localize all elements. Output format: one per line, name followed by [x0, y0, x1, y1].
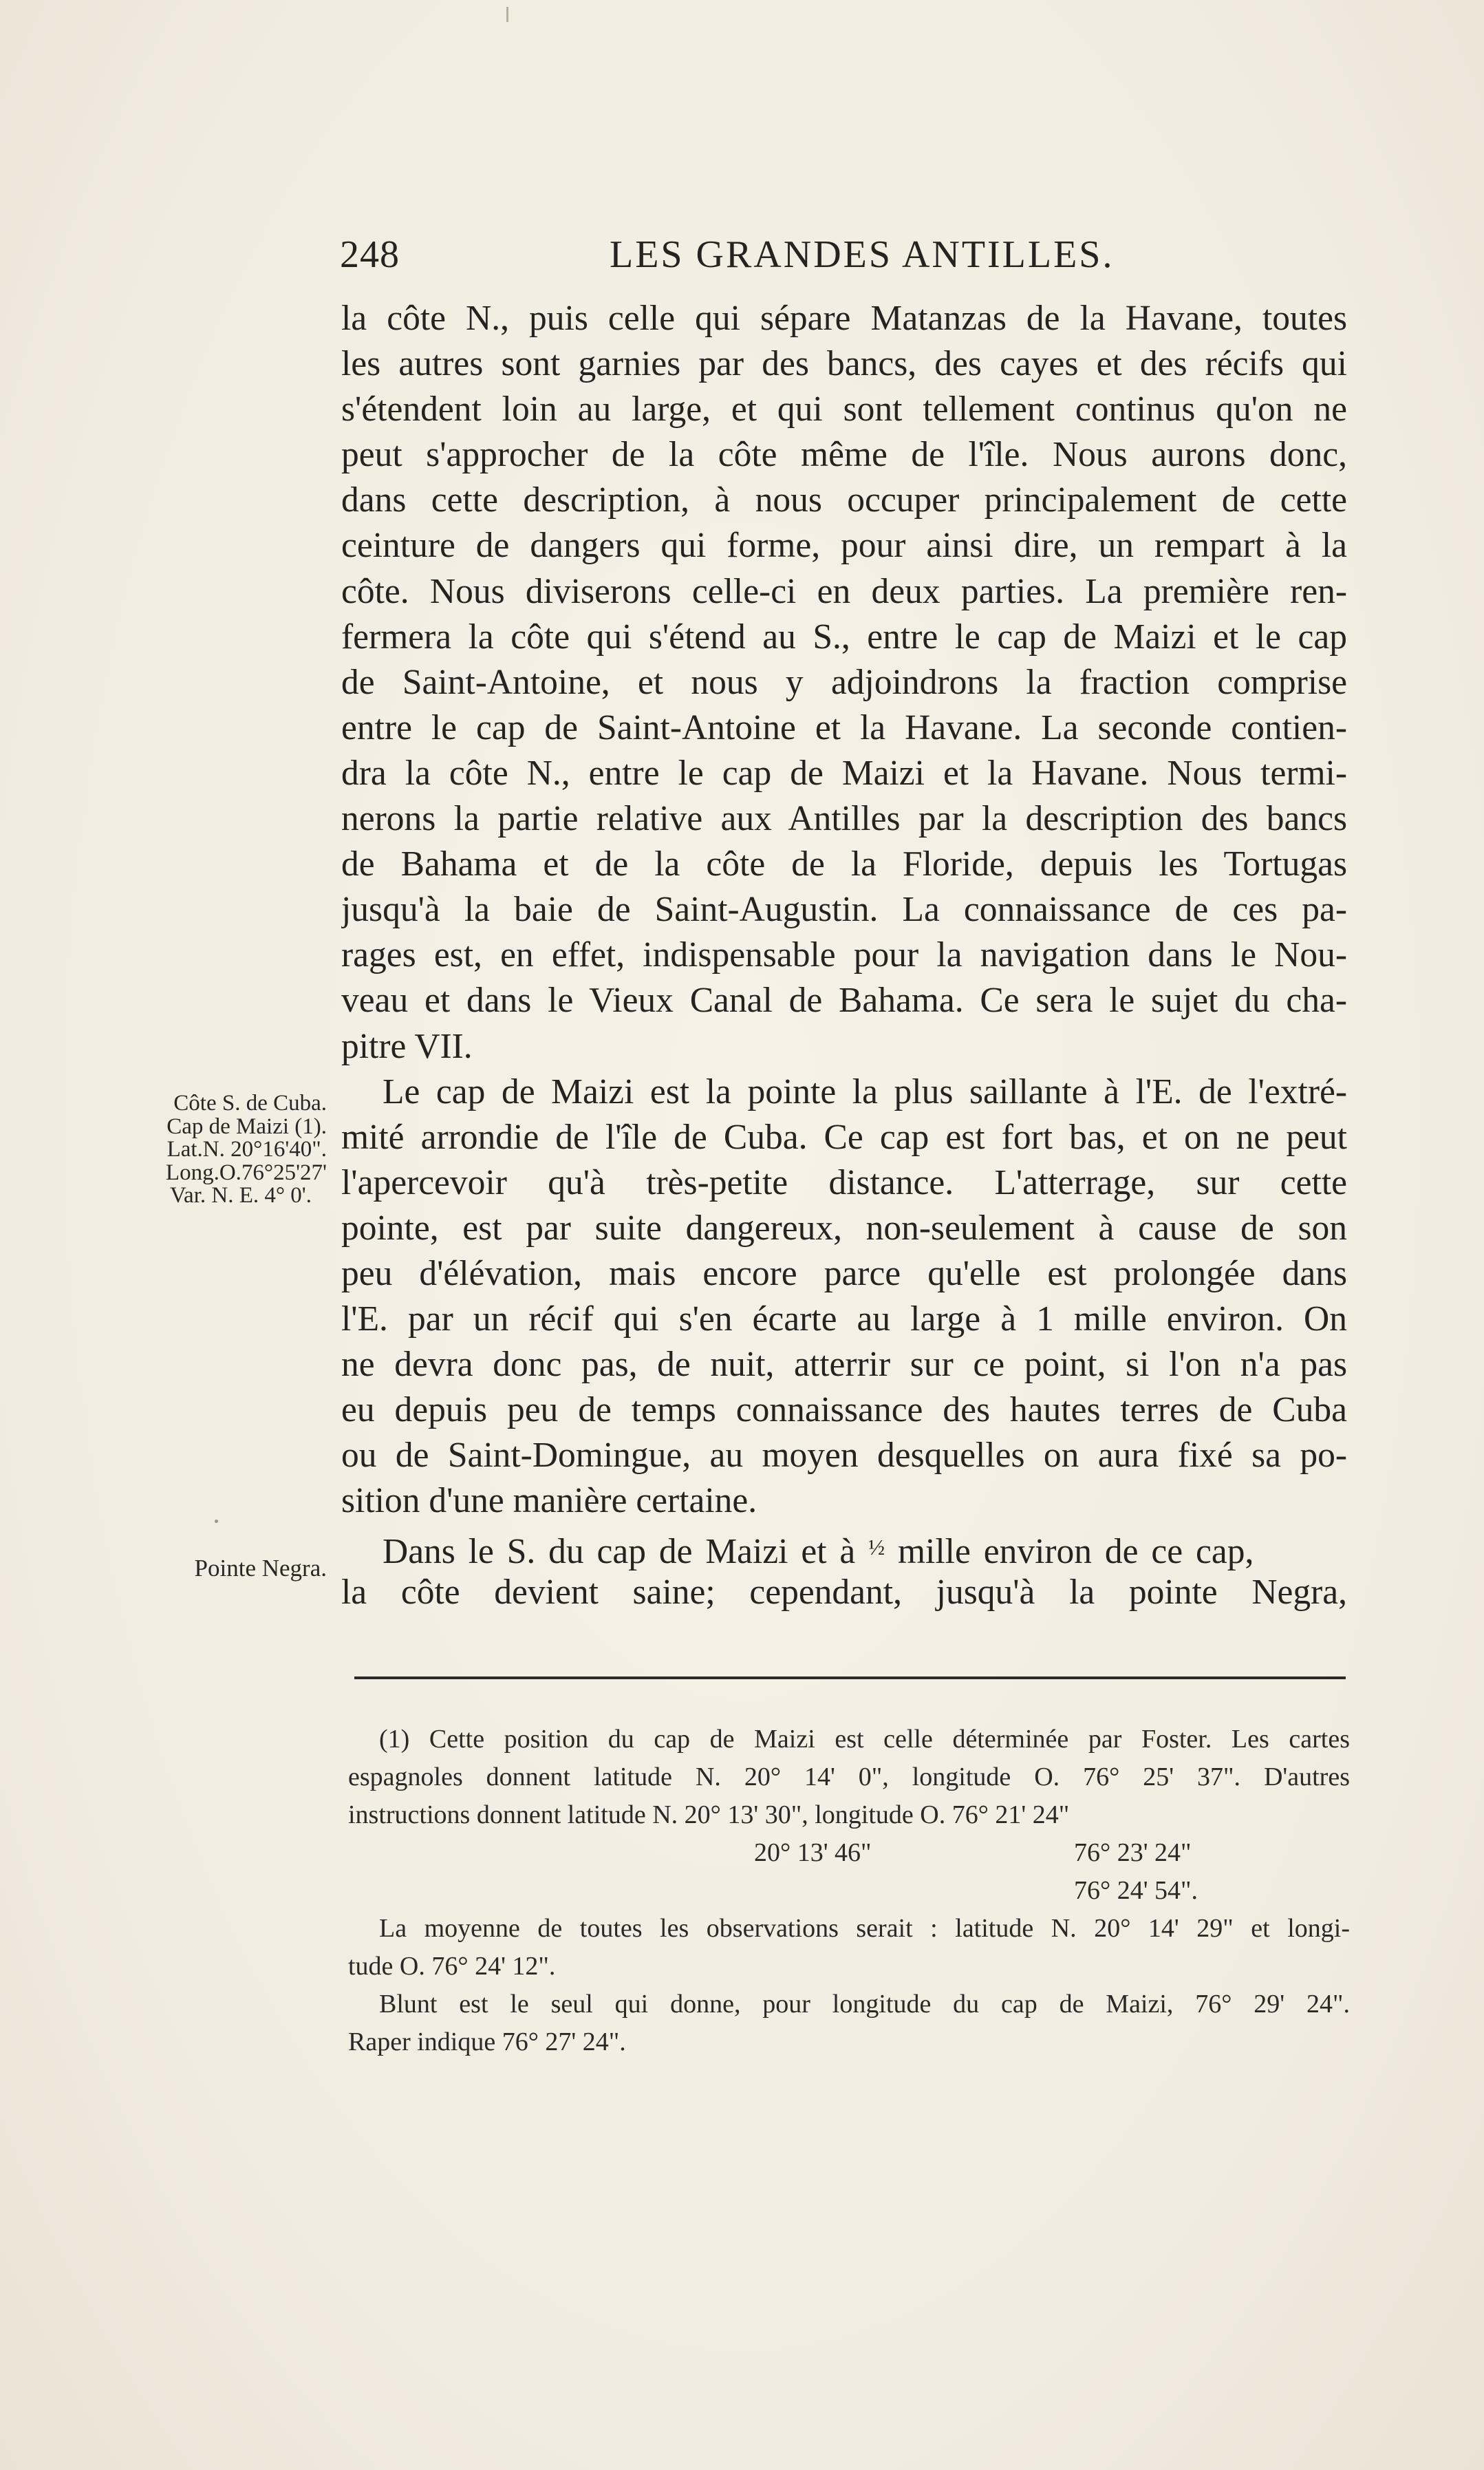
pointe-line-after: mille environ de ce cap,	[885, 1531, 1254, 1571]
footnote-coords-row	[348, 1834, 1350, 1872]
margin-note-line: Lat.N. 20°16'40".	[166, 1137, 327, 1162]
text-line: fermera la côte qui s'étend au S., entre le cap de Maizi et le cap	[341, 617, 1347, 657]
fraction-half: ½	[868, 1534, 885, 1559]
page-header	[340, 233, 1344, 288]
footnote-line: instructions donnent latitude N. 20° 13' 30", longitude O. 76° 21' 24"	[348, 1800, 1070, 1829]
margin-note-line: Var. N. E. 4° 0'.	[169, 1183, 312, 1208]
margin-note-pointe-negra: Pointe Negra.	[194, 1555, 327, 1582]
running-title: LES GRANDES ANTILLES.	[610, 233, 1115, 276]
footnote-line: (1) Cette position du cap de Maizi est celle déterminée par Foster. Les cartes	[379, 1725, 1350, 1754]
margin-note-cuba	[117, 1092, 327, 1208]
text-line: l'apercevoir qu'à très-petite distance. L'atterrage, sur cette	[341, 1162, 1347, 1202]
dot-mark	[215, 1520, 218, 1523]
text-line: jusqu'à la baie de Saint-Augustin. La connaissance de ces pa-	[341, 890, 1347, 930]
footnote-lat: 20° 13' 46"	[754, 1838, 872, 1867]
margin-note-line: Cap de Maizi (1).	[166, 1114, 327, 1139]
text-line: entre le cap de Saint-Antoine et la Havane. La seconde contien-	[341, 707, 1347, 747]
page-number: 248	[340, 233, 400, 276]
footnote-line: Blunt est le seul qui donne, pour longitude du cap de Maizi, 76° 29' 24".	[379, 1990, 1350, 2019]
text-line: ou de Saint-Domingue, au moyen desquelles on aura fixé sa po-	[341, 1436, 1347, 1476]
footnote-long: 76° 24' 54".	[1074, 1876, 1198, 1905]
text-line: pitre VII.	[341, 1026, 473, 1066]
pointe-line-before: Dans le S. du cap de Maizi et à	[383, 1531, 869, 1571]
text-line: nerons la partie relative aux Antilles par la description des bancs	[341, 799, 1347, 839]
text-line: peut s'approcher de la côte même de l'île. Nous aurons donc,	[341, 435, 1347, 475]
text-line-pointe-negra	[341, 1524, 1347, 1570]
text-line: de Bahama et de la côte de la Floride, depuis les Tortugas	[341, 844, 1347, 884]
text-line: la côte devient saine; cependant, jusqu'à la pointe Negra,	[341, 1572, 1347, 1612]
footnote-coords-row	[348, 1872, 1350, 1910]
text-line: les autres sont garnies par des bancs, des cayes et des récifs qui	[341, 344, 1347, 384]
text-line: Le cap de Maizi est la pointe la plus saillante à l'E. de l'extré-	[383, 1072, 1347, 1111]
edge-mark	[506, 7, 508, 22]
text-line: veau et dans le Vieux Canal de Bahama. Ce sera le sujet du cha-	[341, 981, 1347, 1021]
footnote-long: 76° 23' 24"	[1074, 1838, 1192, 1867]
text-line: ne devra donc pas, de nuit, atterrir sur ce point, si l'on n'a pas	[341, 1345, 1347, 1385]
text-line: rages est, en effet, indispensable pour la navigation dans le Nou-	[341, 935, 1347, 975]
text-line: côte. Nous diviserons celle-ci en deux parties. La première ren-	[341, 571, 1347, 611]
text-line: l'E. par un récif qui s'en écarte au large à 1 mille environ. On	[341, 1299, 1347, 1339]
margin-note-line: Côte S. de Cuba.	[173, 1091, 327, 1116]
footnote	[348, 1721, 1350, 2061]
margin-note-line: Long.O.76°25'27'	[165, 1160, 327, 1185]
footnote-line: tude O. 76° 24' 12".	[348, 1952, 556, 1981]
text-line: sition d'une manière certaine.	[341, 1481, 757, 1521]
footnote-line: espagnoles donnent latitude N. 20° 14' 0", longitude O. 76° 25' 37". D'autres	[348, 1763, 1350, 1791]
footnote-line: Raper indique 76° 27' 24".	[348, 2027, 626, 2056]
footnote-rule	[354, 1676, 1346, 1679]
text-line: la côte N., puis celle qui sépare Matanzas de la Havane, toutes	[341, 299, 1347, 338]
text-line: dans cette description, à nous occuper principalement de cette	[341, 480, 1347, 520]
footnote-line: La moyenne de toutes les observations serait : latitude N. 20° 14' 29" et longi-	[379, 1914, 1350, 1943]
text-line: eu depuis peu de temps connaissance des hautes terres de Cuba	[341, 1390, 1347, 1430]
text-line: de Saint-Antoine, et nous y adjoindrons la fraction comprise	[341, 662, 1347, 702]
body-text	[341, 296, 1347, 1615]
text-line: dra la côte N., entre le cap de Maizi et la Havane. Nous termi-	[341, 753, 1347, 793]
text-line: s'étendent loin au large, et qui sont tellement continus qu'on ne	[341, 390, 1347, 429]
text-line: peu d'élévation, mais encore parce qu'elle est prolongée dans	[341, 1253, 1347, 1293]
text-line: pointe, est par suite dangereux, non-seulement à cause de son	[341, 1208, 1347, 1248]
text-line: ceinture de dangers qui forme, pour ainsi dire, un rempart à la	[341, 526, 1347, 566]
text-line: mité arrondie de l'île de Cuba. Ce cap est fort bas, et on ne peut	[341, 1117, 1347, 1157]
